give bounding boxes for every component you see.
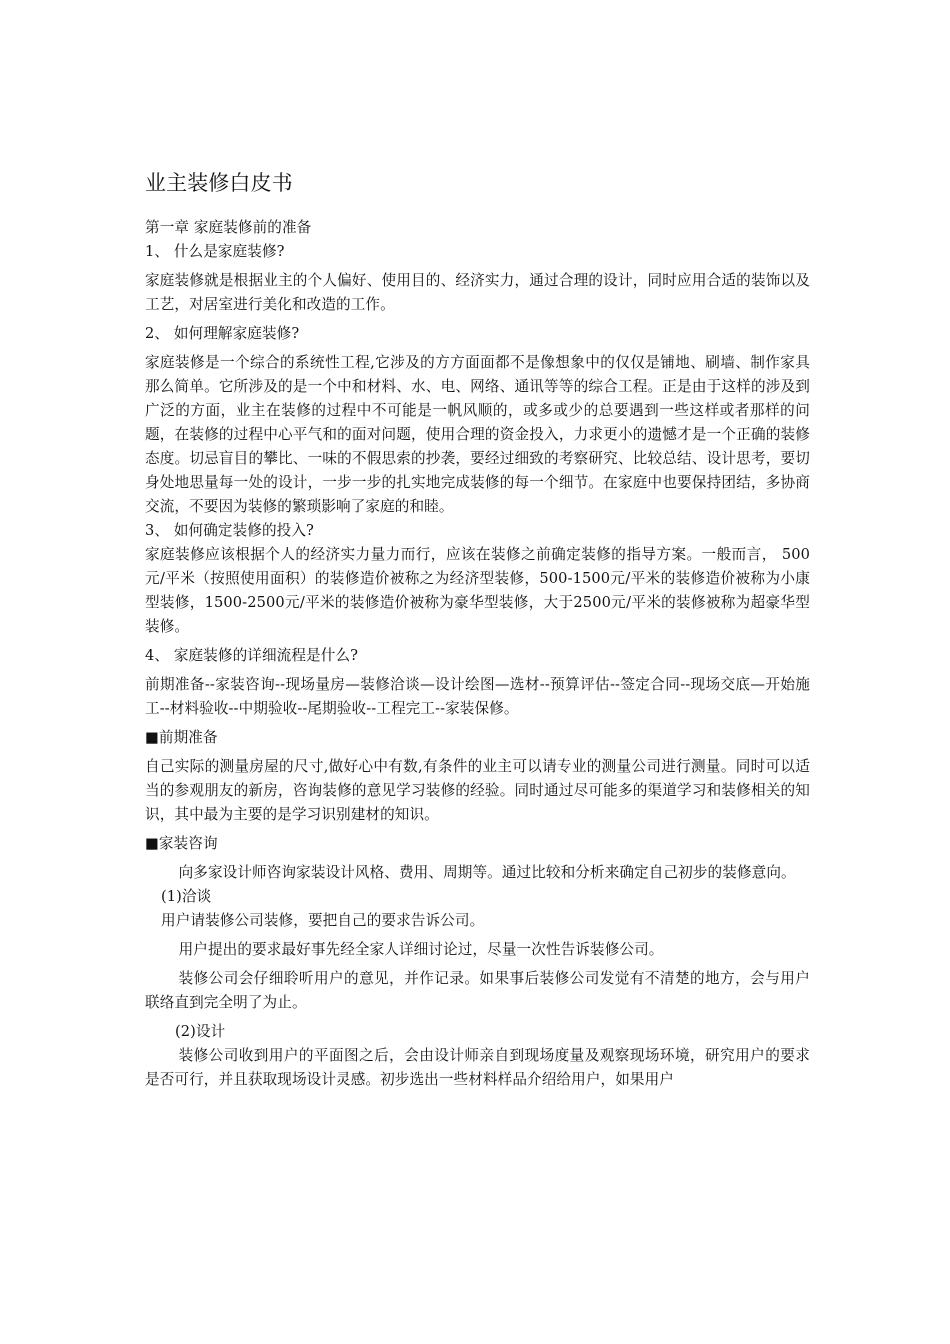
negotiation-line-1: 用户请装修公司装修，要把自己的要求告诉公司。 — [161, 912, 485, 929]
section-preparation-heading: ■前期准备 — [145, 729, 218, 746]
section-preparation-text: 自己实际的测量房屋的尺寸,做好心中有数,有条件的业主可以请专业的测量公司进行测量。同时可以适当的参观朋友的新房，咨询装修的意见学习装修的经验。同时通过尽可能多的渠道学习和装修相关的知识，其中最为主要的是学习识别建材的知识。 — [145, 758, 810, 823]
document-body — [145, 216, 810, 1092]
negotiation-line-2: 用户提出的要求最好事先经全家人详细讨论过，尽量一次性告诉装修公司。 — [178, 941, 664, 958]
section-consulting-heading: ■家装咨询 — [145, 835, 218, 852]
document-title: 业主装修白皮书 — [145, 171, 293, 195]
answer-2: 家庭装修是一个综合的系统性工程,它涉及的方方面面都不是像想象中的仅仅是铺地、刷墙、制作家具那么简单。它所涉及的是一个中和材料、水、电、网络、通讯等等的综合工程。正是由于这样的涉及到广泛的方面，业主在装修的过程中不可能是一帆风顺的，或多或少的总要遇到一些这样或者那样的问题，在装修的过程中心平气和的面对问题，使用合理的资金投入，力求更小的遗憾才是一个正确的装修态度。切忌盲目的攀比、一味的不假思索的抄袭，要经过细致的考察研究、比较总结、设计思考，要切身处地思量每一处的设计，一步一步的扎实地完成装修的每一个细节。在家庭中也要保持团结，多协商交流，不要因为装修的繁琐影响了家庭的和睦。 — [145, 354, 810, 515]
negotiation-line-3: 装修公司会仔细聆听用户的意见，并作记录。如果事后装修公司发觉有不清楚的地方，会与用户联络直到完全明了为止。 — [145, 970, 810, 1011]
question-4: 4、 家庭装修的详细流程是什么? — [145, 647, 359, 664]
answer-3: 家庭装修应该根据个人的经济实力量力而行，应该在装修之前确定装修的指导方案。一般而言， 500元/平米（按照使用面积）的装修造价被称之为经济型装修，500-1500元/平米的装修造价被称为小康型装修，1500-2500元/平米的装修造价被称为豪华型装修，大于2500元/平米的装修被称为超豪华型装修。 — [145, 546, 810, 635]
question-1: 1、 什么是家庭装修? — [145, 243, 285, 260]
subsection-negotiation-heading: (1)洽谈 — [161, 888, 212, 905]
answer-1: 家庭装修就是根据业主的个人偏好、使用目的、经济实力，通过合理的设计，同时应用合适的装饰以及工艺，对居室进行美化和改造的工作。 — [145, 272, 810, 313]
question-2: 2、 如何理解家庭装修? — [145, 325, 300, 342]
answer-4: 前期准备--家装咨询--现场量房—装修洽谈—设计绘图—选材--预算评估--签定合同--现场交底—开始施工--材料验收--中期验收--尾期验收--工程完工--家装保修。 — [145, 676, 810, 717]
subsection-design-heading: (2)设计 — [175, 1023, 226, 1040]
question-3: 3、 如何确定装修的投入? — [145, 522, 314, 539]
section-consulting-text: 向多家设计师咨询家装设计风格、费用、周期等。通过比较和分析来确定自己初步的装修意向。 — [178, 864, 796, 881]
design-line-1: 装修公司收到用户的平面图之后，会由设计师亲自到现场度量及观察现场环境，研究用户的要求是否可行，并且获取现场设计灵感。初步选出一些材料样品介绍给用户，如果用户 — [145, 1047, 810, 1088]
chapter-heading: 第一章 家庭装修前的准备 — [145, 219, 312, 236]
